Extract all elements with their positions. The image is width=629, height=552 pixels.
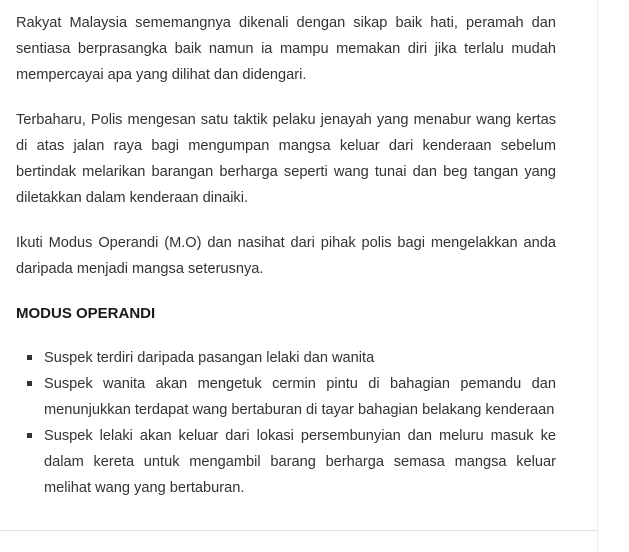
paragraph-intro: Rakyat Malaysia sememangnya dikenali dengan sikap baik hati, peramah dan sentiasa berprasangka baik namun ia mampu memakan diri jika terlalu mudah mempercayai apa yang dilihat dan didengari. — [16, 15, 556, 83]
paragraph-tactic: Terbaharu, Polis mengesan satu taktik pelaku jenayah yang menabur wang kertas di atas jalan raya bagi mengumpan mangsa keluar dari kenderaan sebelum bertindak melarikan barangan berharga seperti wang tunai dan beg tangan yang diletakkan dalam kenderaan dinaiki. — [16, 112, 556, 206]
list-item-text: Suspek wanita akan mengetuk cermin pintu di bahagian pemandu dan menunjukkan terdapat wang bertaburan di tayar bahagian belakang kenderaan — [44, 376, 556, 418]
bottom-divider — [0, 530, 598, 531]
list-item — [26, 345, 556, 371]
bullet-icon — [27, 433, 32, 438]
column-divider — [597, 0, 598, 552]
bullet-icon — [27, 355, 32, 360]
bullet-icon — [27, 381, 32, 386]
article-body — [16, 10, 556, 501]
paragraph-advice: Ikuti Modus Operandi (M.O) dan nasihat dari pihak polis bagi mengelakkan anda daripada menjadi mangsa seterusnya. — [16, 235, 556, 277]
list-item-text: Suspek lelaki akan keluar dari lokasi persembunyian dan meluru masuk ke dalam kereta untuk mengambil barang berharga semasa mangsa keluar melihat wang yang bertaburan. — [44, 428, 556, 496]
section-heading: MODUS OPERANDI — [16, 305, 156, 322]
list-item — [26, 371, 556, 423]
list-item — [26, 423, 556, 501]
modus-operandi-list — [16, 345, 556, 501]
list-item-text: Suspek terdiri daripada pasangan lelaki dan wanita — [44, 350, 375, 366]
